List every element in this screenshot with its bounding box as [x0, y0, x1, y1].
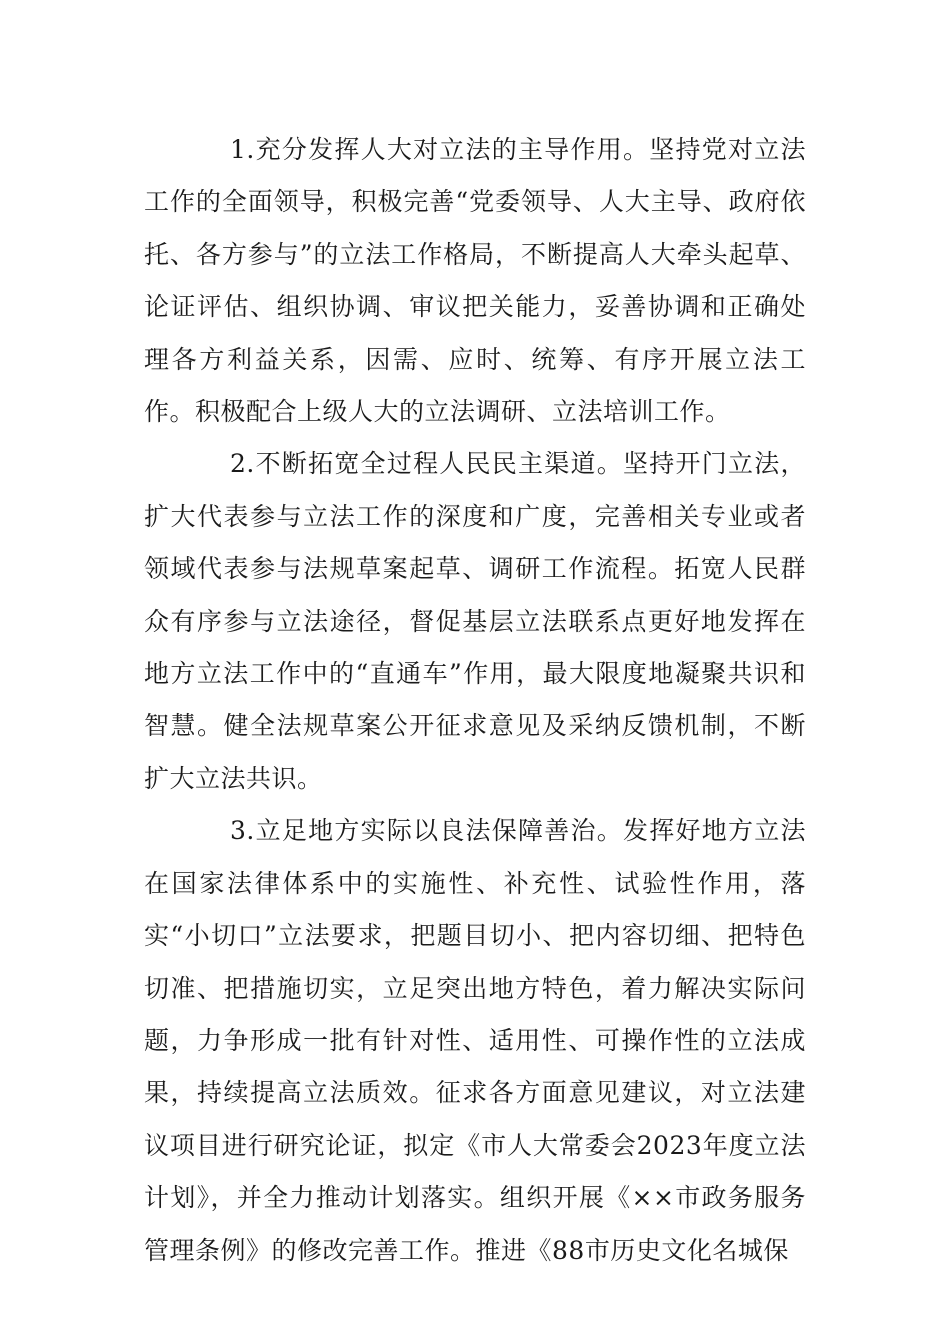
paragraph-whole-process-democracy: 2.不断拓宽全过程人民民主渠道。坚持开门立法，扩大代表参与立法工作的深度和广度，完善相关专业或者领域代表参与法规草案起草、调研工作流程。拓宽人民群众有序参与立法途径，督促基层立法联系点更好地发挥在地方立法工作中的“直通车”作用，最大限度地凝聚共识和智慧。健全法规草案公开征求意见及采纳反馈机制，不断扩大立法共识。: [144, 449, 806, 793]
paragraph-local-legislation: 3.立足地方实际以良法保障善治。发挥好地方立法在国家法律体系中的实施性、补充性、试验性作用，落实“小切口”立法要求，把题目切小、把内容切细、把特色切准、把措施切实，立足突出地方特色，着力解决实际问题，力争形成一批有针对性、适用性、可操作性的立法成果，持续提高立法质效。征求各方面意见建议，对立法建议项目进行研究论证，拟定《市人大常委会2023年度立法计划》，并全力推动计划落实。组织开展《××市政务服务管理条例》的修改完善工作。推进《88市历史文化名城保: [144, 816, 806, 1265]
paragraph-legislative-leadership: 1.充分发挥人大对立法的主导作用。坚持党对立法工作的全面领导，积极完善“党委领导、人大主导、政府依托、各方参与”的立法工作格局，不断提高人大牵头起草、论证评估、组织协调、审议把关能力，妥善协调和正确处理各方利益关系，因需、应时、统筹、有序开展立法工作。积极配合上级人大的立法调研、立法培训工作。: [144, 135, 806, 427]
document-body: [144, 124, 806, 1277]
